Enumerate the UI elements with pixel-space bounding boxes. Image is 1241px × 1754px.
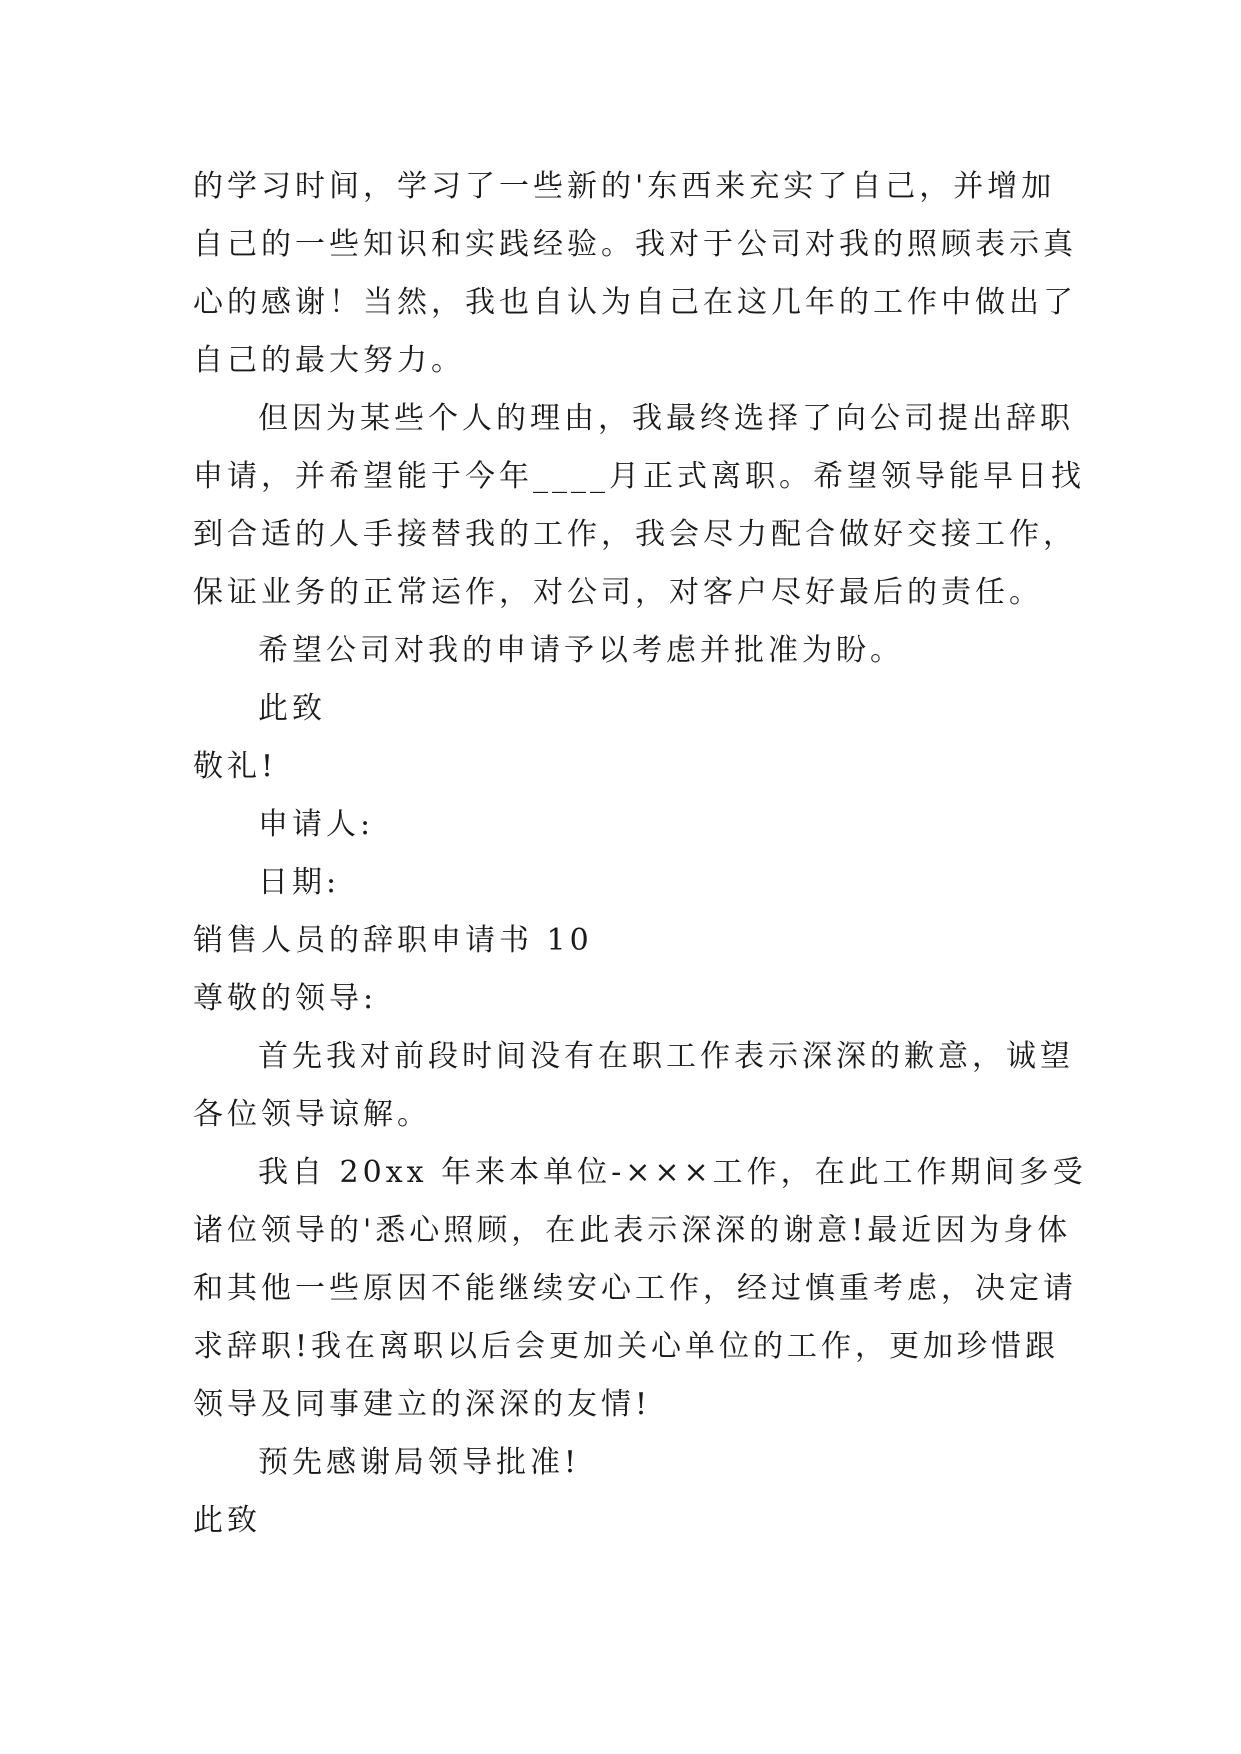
text-line: 首先我对前段时间没有在职工作表示深深的歉意，诚望 — [258, 1039, 1074, 1074]
text-line: 保证业务的正常运作，对公司，对客户尽好最后的责任。 — [193, 575, 1043, 610]
text-line: 各位领导谅解。 — [193, 1097, 431, 1132]
text-line: 希望公司对我的申请予以考虑并批准为盼。 — [258, 633, 904, 668]
text-line: 诸位领导的'悉心照顾，在此表示深深的谢意!最近因为身体 — [193, 1213, 1072, 1248]
date-label: 日期: — [258, 865, 341, 900]
closing-regards: 敬礼! — [193, 749, 278, 784]
text-line: 申请，并希望能于今年____月正式离职。希望领导能早日找 — [193, 459, 1085, 494]
text-line: 自己的最大努力。 — [193, 343, 465, 378]
text-line: 的学习时间，学习了一些新的'东西来充实了自己，并增加 — [193, 169, 1056, 204]
applicant-label: 申请人: — [258, 807, 375, 842]
text-line: 但因为某些个人的理由，我最终选择了向公司提出辞职 — [258, 401, 1074, 436]
text-line: 求辞职!我在离职以后会更加关心单位的工作，更加珍惜跟 — [193, 1329, 1060, 1364]
closing-salutation: 此致 — [258, 691, 326, 726]
section-title: 销售人员的辞职申请书 10 — [193, 923, 593, 958]
text-line: 领导及同事建立的深深的友情! — [193, 1387, 652, 1422]
text-line: 和其他一些原因不能继续安心工作，经过慎重考虑，决定请 — [193, 1271, 1077, 1306]
text-line: 预先感谢局领导批准! — [258, 1445, 581, 1480]
closing-salutation: 此致 — [193, 1503, 261, 1538]
text-line: 心的感谢！当然，我也自认为自己在这几年的工作中做出了 — [193, 285, 1077, 320]
text-line: 自己的一些知识和实践经验。我对于公司对我的照顾表示真 — [193, 227, 1077, 262]
text-line: 到合适的人手接替我的工作，我会尽力配合做好交接工作， — [193, 517, 1077, 552]
text-line: 我自 20xx 年来本单位-×××工作，在此工作期间多受 — [258, 1155, 1087, 1190]
greeting: 尊敬的领导: — [193, 981, 378, 1016]
